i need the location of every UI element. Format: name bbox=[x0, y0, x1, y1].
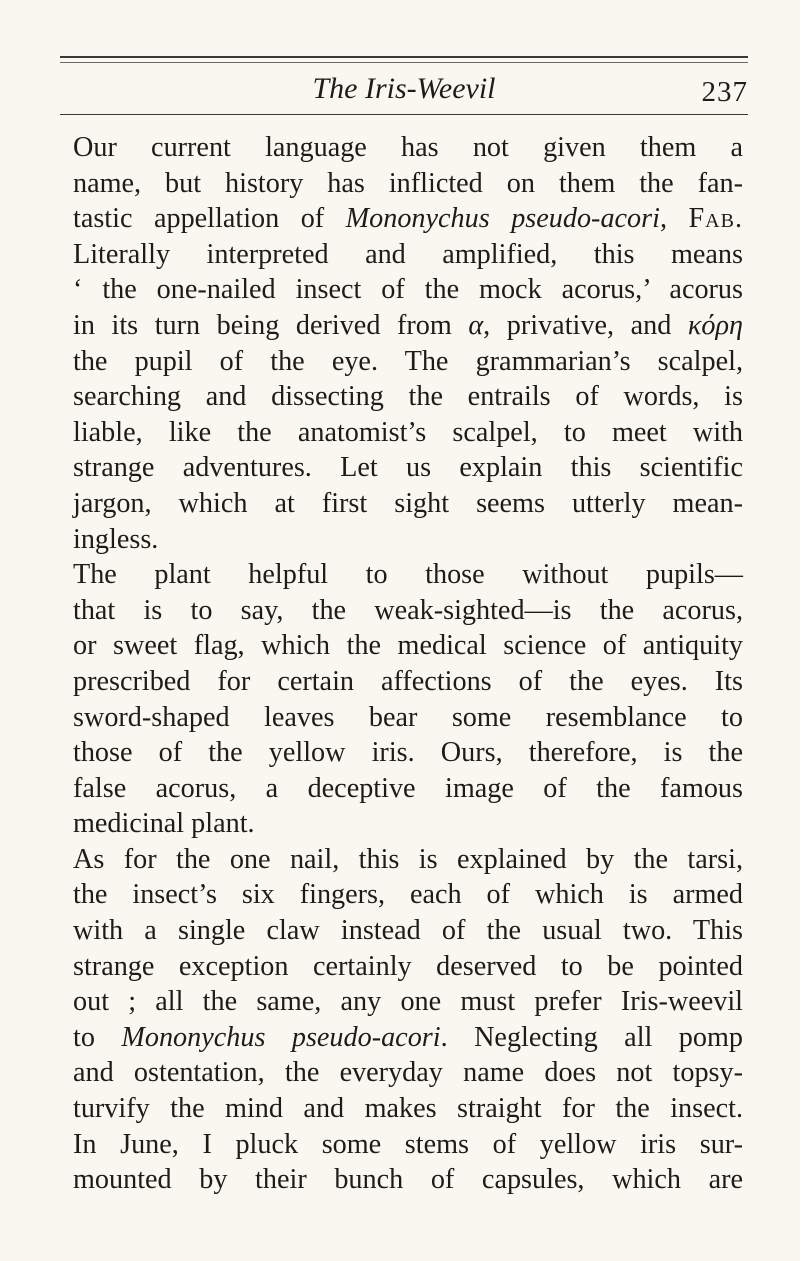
text-line: strange exception certainly deserved to be pointed bbox=[73, 950, 743, 982]
text-line: jargon, which at first sight seems utterly mean- bbox=[73, 487, 743, 519]
text-line: In June, I pluck some stems of yellow iris sur- bbox=[73, 1128, 743, 1160]
text-line: Our current language has not given them a bbox=[73, 132, 743, 163]
text-line: strange adventures. Let us explain this scientific bbox=[73, 452, 743, 484]
text-run: , privative, and bbox=[483, 309, 688, 341]
greek-word: κόρη bbox=[687, 309, 743, 341]
text-line: Literally interpreted and amplified, this means bbox=[73, 238, 743, 270]
text-line: ingless. bbox=[73, 523, 159, 555]
text-line: liable, like the anatomist’s scalpel, to meet with bbox=[73, 416, 743, 448]
text-line: that is to say, the weak-sighted—is the acorus, bbox=[73, 594, 743, 626]
text-line: false acorus, a deceptive image of the famous bbox=[73, 772, 743, 804]
top-rule-thin bbox=[60, 62, 748, 63]
top-rule bbox=[60, 56, 748, 58]
text-line: mounted by their bunch of capsules, which are bbox=[73, 1164, 743, 1196]
running-head bbox=[60, 64, 748, 116]
text-line: searching and dissecting the entrails of words, is bbox=[73, 381, 743, 413]
scientific-name: Mononychus pseudo-acori bbox=[345, 203, 660, 235]
text-line: those of the yellow iris. Ours, therefore, is the bbox=[73, 737, 743, 769]
text-line bbox=[73, 1020, 743, 1056]
text-run: . Neglecting all pomp bbox=[440, 1021, 743, 1053]
text-line: medicinal plant. bbox=[73, 808, 255, 840]
text-line: or sweet flag, which the medical science of antiquity bbox=[73, 630, 743, 662]
text-line: ‘ the one-nailed insect of the mock acorus,’ acorus bbox=[73, 274, 743, 306]
text-line: and ostentation, the everyday name does not topsy- bbox=[73, 1057, 743, 1089]
author-abbreviation: Fab. bbox=[688, 203, 744, 235]
text-run: tastic appellation of bbox=[73, 203, 346, 235]
scientific-name: Mononychus pseudo-acori bbox=[121, 1021, 441, 1053]
text-line bbox=[73, 308, 743, 344]
text-line: the insect’s six fingers, each of which is armed bbox=[73, 879, 743, 911]
text-line: the pupil of the eye. The grammarian’s scalpel, bbox=[73, 345, 743, 377]
text-run: to bbox=[73, 1021, 122, 1053]
running-title: The Iris-Weevil bbox=[312, 72, 496, 105]
text-line: turvify the mind and makes straight for the insect. bbox=[73, 1093, 743, 1125]
text-line bbox=[73, 201, 743, 237]
text-line: name, but history has inflicted on them the fan- bbox=[73, 167, 743, 199]
text-line: The plant helpful to those without pupils— bbox=[73, 559, 743, 591]
header-rule bbox=[60, 114, 748, 115]
body-text bbox=[73, 130, 743, 1198]
page-number: 237 bbox=[701, 76, 748, 108]
greek-alpha: α bbox=[468, 309, 484, 341]
text-line: prescribed for certain affections of the eyes. Its bbox=[73, 665, 743, 697]
text-run: in its turn being derived from bbox=[73, 309, 469, 341]
text-line: out ; all the same, any one must prefer Iris-weevil bbox=[73, 986, 743, 1018]
text-line: with a single claw instead of the usual two. This bbox=[73, 915, 743, 947]
text-run: , bbox=[659, 203, 689, 235]
text-line: sword-shaped leaves bear some resemblance to bbox=[73, 701, 743, 733]
text-line: As for the one nail, this is explained by the tarsi, bbox=[73, 843, 743, 875]
